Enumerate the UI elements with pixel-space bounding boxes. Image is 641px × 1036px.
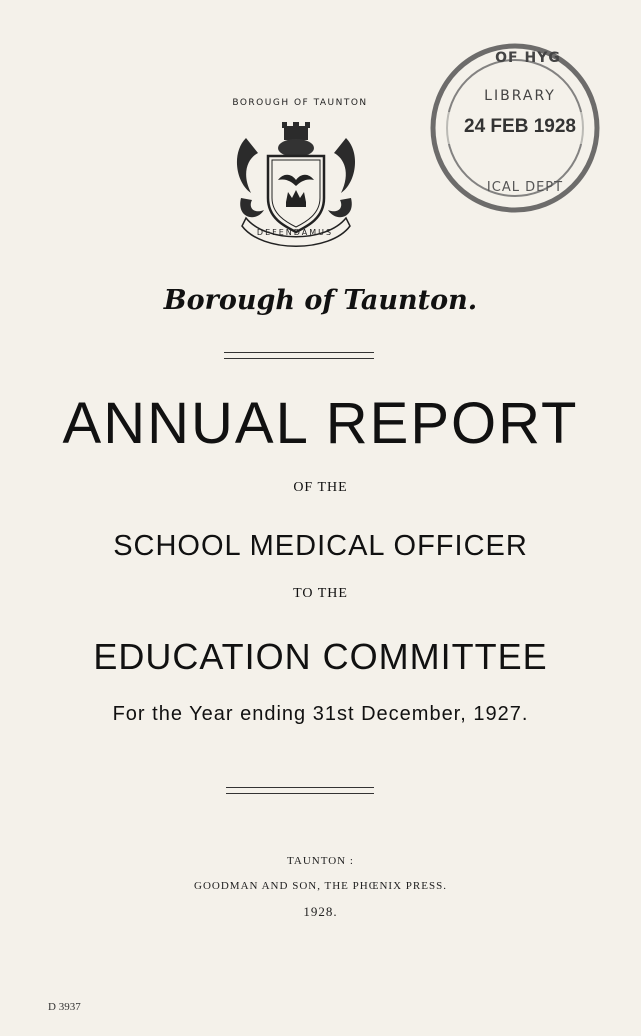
stamp-date: 24 FEB 1928 <box>464 116 576 137</box>
stamp-bottom-text: ICAL DEPT <box>486 180 564 195</box>
publication-year: 1928. <box>303 904 338 919</box>
stamp-library-text: LIBRARY <box>484 88 556 104</box>
bottom-divider <box>226 787 374 794</box>
top-divider <box>224 352 374 359</box>
borough-heading: Borough of Taunton. <box>163 285 478 316</box>
publisher-press: GOODMAN AND SON, THE PHŒNIX PRESS. <box>194 880 447 892</box>
crest-shield-icon <box>226 98 366 248</box>
crest-motto: BOROUGH OF TAUNTON <box>232 98 368 108</box>
to-the-line: TO THE <box>293 586 348 601</box>
committee-line: EDUCATION COMMITTEE <box>93 636 548 677</box>
publisher-place: TAUNTON : <box>287 855 354 867</box>
stamp-top-text: OF HYG <box>495 50 561 66</box>
report-title: ANNUAL REPORT <box>62 391 579 456</box>
crest-ribbon-motto: DEFENDAMUS <box>256 228 334 237</box>
report-period: For the Year ending 31st December, 1927. <box>112 703 529 725</box>
catalog-code: D 3937 <box>48 1001 81 1013</box>
of-the-line: OF THE <box>293 480 348 495</box>
officer-line: SCHOOL MEDICAL OFFICER <box>113 530 528 562</box>
